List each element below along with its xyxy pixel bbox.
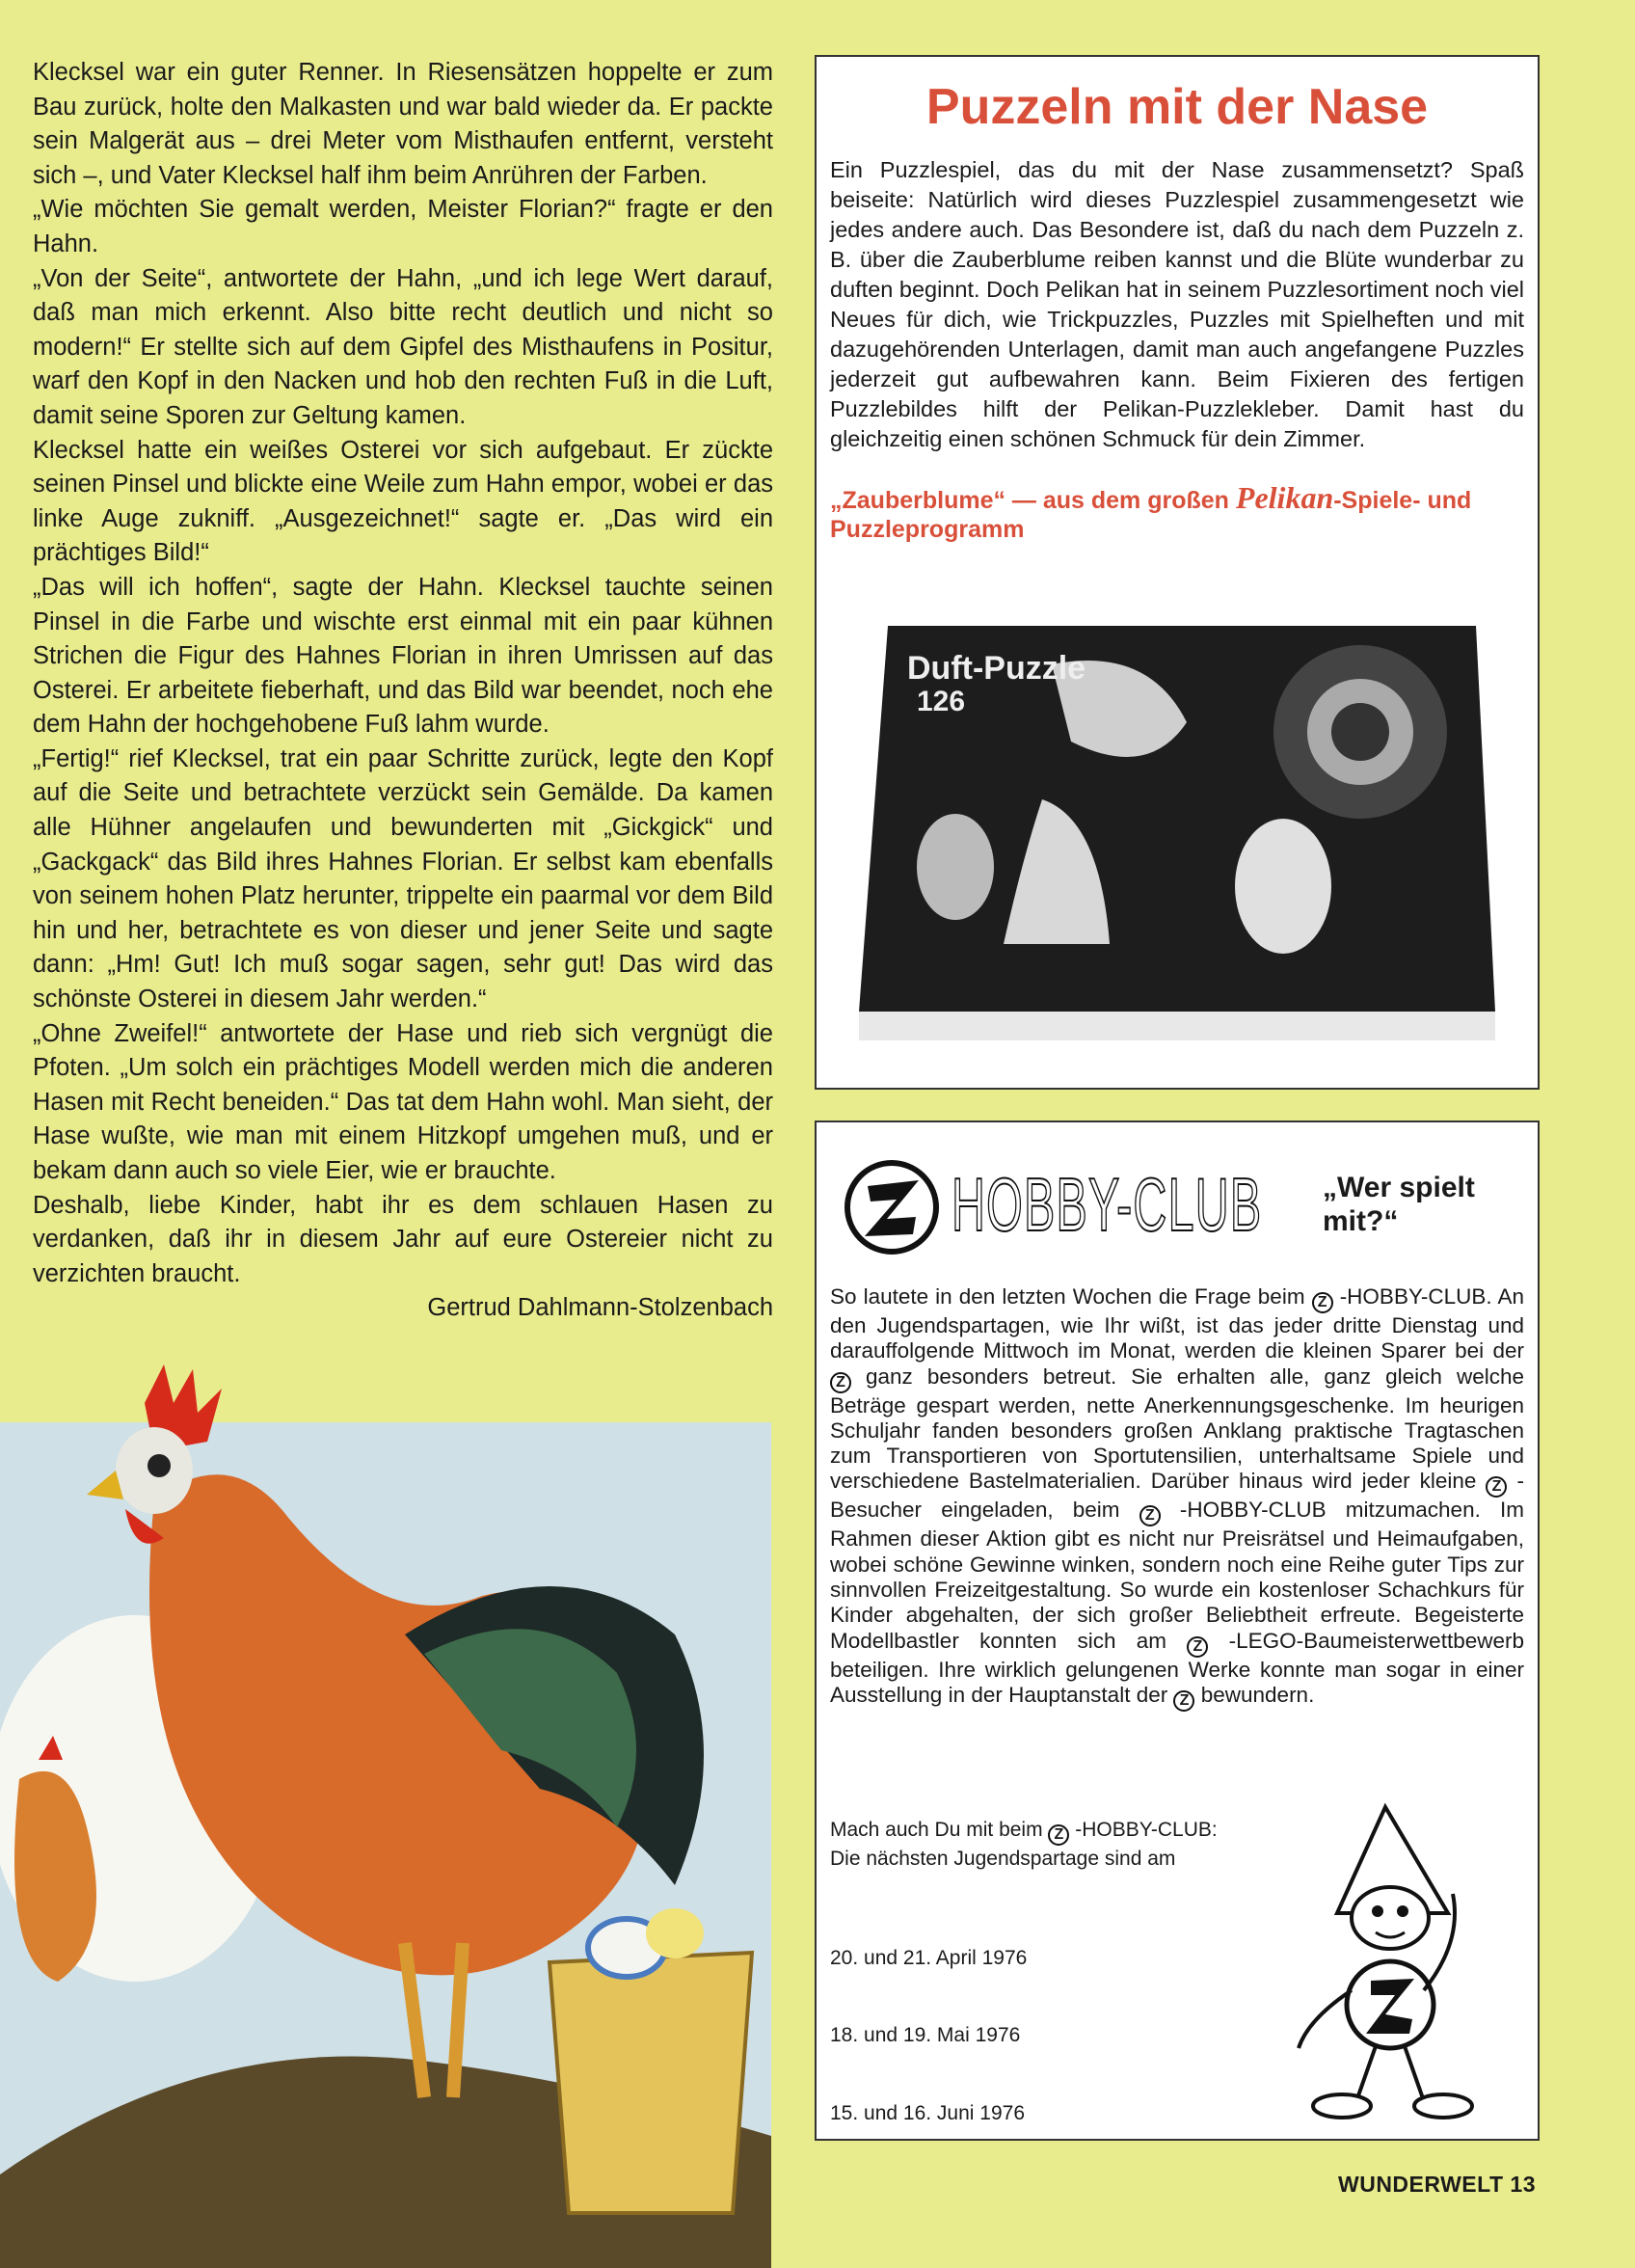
z-logo-icon: Z [1173, 1690, 1194, 1712]
z-mascot-illustration [1279, 1797, 1520, 2125]
hobby-club-invite [830, 1817, 1245, 1872]
story-paragraph: Klecksel war ein guter Renner. In Riesensätzen hoppelte er zum Bau zurück, holte den Malkasten und war bald wieder da. Er packte sein Malgerät aus – drei Meter vom Misthaufen entfernt, versteht sich –, und Vater Klecksel half ihm beim Anrühren der Farben. [33, 59, 773, 189]
text-part: -LEGO-Baumeisterwettbewerb beteiligen. Ihre wirklich gelungenen Werke konnte man sogar in einer Ausstellung in der Hauptanstalt der [830, 1628, 1524, 1707]
text-part: So lautete in den letzten Wochen die Frage beim [830, 1284, 1312, 1309]
hobby-club-title: HOBBY-CLUB [952, 1162, 1263, 1247]
story-paragraph: Deshalb, liebe Kinder, habt ihr es dem schlauen Hasen zu verdanken, daß ihr in diesem Jahr auf eure Ostereier nicht zu verzichten braucht. [33, 1191, 773, 1287]
text-part: Mach auch Du mit beim [830, 1819, 1049, 1841]
caption-text: „Zauberblume“ — aus dem großen [830, 487, 1236, 514]
puzzle-caption [817, 480, 1538, 544]
z-bank-logo-icon [844, 1159, 940, 1256]
puzzle-box-photo [859, 626, 1495, 1040]
author-name: Gertrud Dahlmann-Stolzenbach [427, 1294, 773, 1322]
story-paragraph: „Das will ich hoffen“, sagte der Hahn. Klecksel tauchte seinen Pinsel in die Farbe und wischte erst einmal mit ein paar kühnen Strichen die Figur des Hahnes Florian in ihren Umrissen auf das Osterei. Er arbeitete fieberhaft, und das Bild war beendet, noch ehe dem Hahn der hochgehobene Fuß lahm wurde. [33, 573, 773, 739]
text-part: ganz besonders betreut. Sie erhalten alle, ganz gleich welche Beträge gespart werden, nette Anerkennungsgeschenke. Im heurigen Schuljahr fanden besonders großen Anklang praktische Tragtaschen zum Transportieren von Sportutensilien, unterhaltsame Spiele und verschiedene Bastelmaterialien. Darüber hinaus wird jeder kleine [830, 1364, 1524, 1494]
story-paragraph: „Von der Seite“, antwortete der Hahn, „und ich lege Wert darauf, daß man mich erkennt. Also bitte recht deutlich und nicht so modern!“ Er stellte sich auf dem Gipfel des Misthaufens in Positur, warf den Kopf in den Nacken und hob den rechten Fuß in die Luft, damit seine Sporen zur Geltung kamen. [33, 264, 773, 429]
date-item: 20. und 21. April 1976 [830, 1947, 1028, 1969]
hobby-club-box [815, 1120, 1540, 2141]
text-part: -HOBBY-CLUB: Die nächsten Jugendspartage sind am [830, 1819, 1218, 1870]
story-paragraph: „Wie möchten Sie gemalt werden, Meister Florian?“ fragte er den Hahn. [33, 196, 773, 257]
puzzle-article-box [815, 55, 1540, 1090]
date-item: 18. und 19. Mai 1976 [830, 2024, 1021, 2046]
text-part: -HOBBY-CLUB. An den Jugendspartagen, wie Ihr wißt, ist das jeder dritte Dienstag und darauffolgende Mittwoch im Monat, werden die kleinen Sparer bei der [830, 1284, 1524, 1364]
story-text [33, 56, 773, 1326]
story-paragraph: „Fertig!“ rief Klecksel, trat ein paar Schritte zurück, legte den Kopf auf die Seite und betrachtete verzückt sein Gemälde. Da kamen alle Hühner angelaufen und bewunderten mit „Gickgick“ und „Gackgack“ das Bild ihres Hahnes Florian. Er selbst kam ebenfalls von seinem hohen Platz herunter, trippelte ein paarmal vor dem Bild hin und her, betrachtete es von dieser und jener Seite und sagte dann: „Hm! Gut! Ich muß sogar sagen, sehr gut! Das wird das schönste Osterei in diesem Jahr werden.“ [33, 744, 773, 1013]
z-logo-icon: Z [1048, 1824, 1069, 1846]
text-part: -Besucher eingeladen, beim [830, 1469, 1524, 1523]
z-logo-icon: Z [1139, 1505, 1161, 1526]
text-part: -HOBBY-CLUB mitzumachen. Im Rahmen dieser Aktion gibt es nicht nur Preisrätsel und Heimaufgaben, wobei schöne Gewinne winken, sondern noch eine Reihe guter Tips zur sinnvollen Freizeitgestaltung. So wurde ein kostenloser Schachkurs für Kinder abgehalten, der sich großer Beliebtheit erfreute. Begeisterte Modellbastler konnten sich am [830, 1498, 1524, 1653]
product-number: 126 [917, 686, 966, 717]
date-item: 15. und 16. Juni 1976 [830, 2102, 1026, 2124]
puzzle-article-text: Ein Puzzlespiel, das du mit der Nase zusammensetzt? Spaß beiseite: Natürlich wird dieses Puzzlespiel zusammengesetzt wie jedes andere auch. Das Besondere ist, daß du nach dem Puzzeln z. B. über die Zauberblume reiben kannst und die Blüte wunderbar zu duften beginnt. Doch Pelikan hat in seinem Puzzlesortiment noch viel Neues für dich, wie Trickpuzzles, Puzzles mit Spielheften und mit dazugehörenden Unterlagen, damit man auch angefangene Puzzles jederzeit gut aufbewahren kann. Beim Fixieren des fertigen Puzzlebildes hilft der Pelikan-Puzzlekleber. Damit hast du gleichzeitig einen schönen Schmuck für dein Zimmer. [830, 157, 1524, 451]
product-label: Duft-Puzzle [907, 650, 1086, 687]
z-logo-icon: Z [1187, 1636, 1208, 1658]
story-paragraph: Klecksel hatte ein weißes Osterei vor sich aufgebaut. Er zückte seinen Pinsel und blickte eine Weile zum Hahn empor, wobei er das linke Auge zukniff. „Ausgezeichnet!“ sagte er. „Das wird ein prächtiges Bild!“ [33, 436, 773, 567]
puzzle-article-title: Puzzeln mit der Nase [925, 79, 1429, 135]
hobby-club-text [817, 1284, 1538, 1712]
pelikan-brand-logo: Pelikan [1235, 480, 1334, 515]
z-logo-icon: Z [830, 1372, 851, 1393]
page-footer: WUNDERWELT 13 [1338, 2172, 1536, 2197]
caption-text: -Spiele- und Puzzleprogramm [830, 487, 1472, 543]
story-paragraph: „Ohne Zweifel!“ antwortete der Hase und rieb sich vergnügt die Pfoten. „Um solch ein prächtiges Modell werden mich die anderen Hasen mit Recht beneiden.“ Das tat dem Hahn wohl. Man sieht, der Hase wußte, wie man mit einem Hitzkopf umgehen muß, und er bekam dann auch so viele Eier, wie er brauchte. [33, 1019, 773, 1184]
rooster-illustration [0, 1345, 771, 2268]
text-part: bewundern. [1200, 1682, 1315, 1707]
z-logo-icon: Z [1486, 1476, 1507, 1498]
z-logo-icon: Z [1312, 1292, 1333, 1313]
hobby-club-question: „Wer spielt mit?“ [1323, 1172, 1475, 1237]
